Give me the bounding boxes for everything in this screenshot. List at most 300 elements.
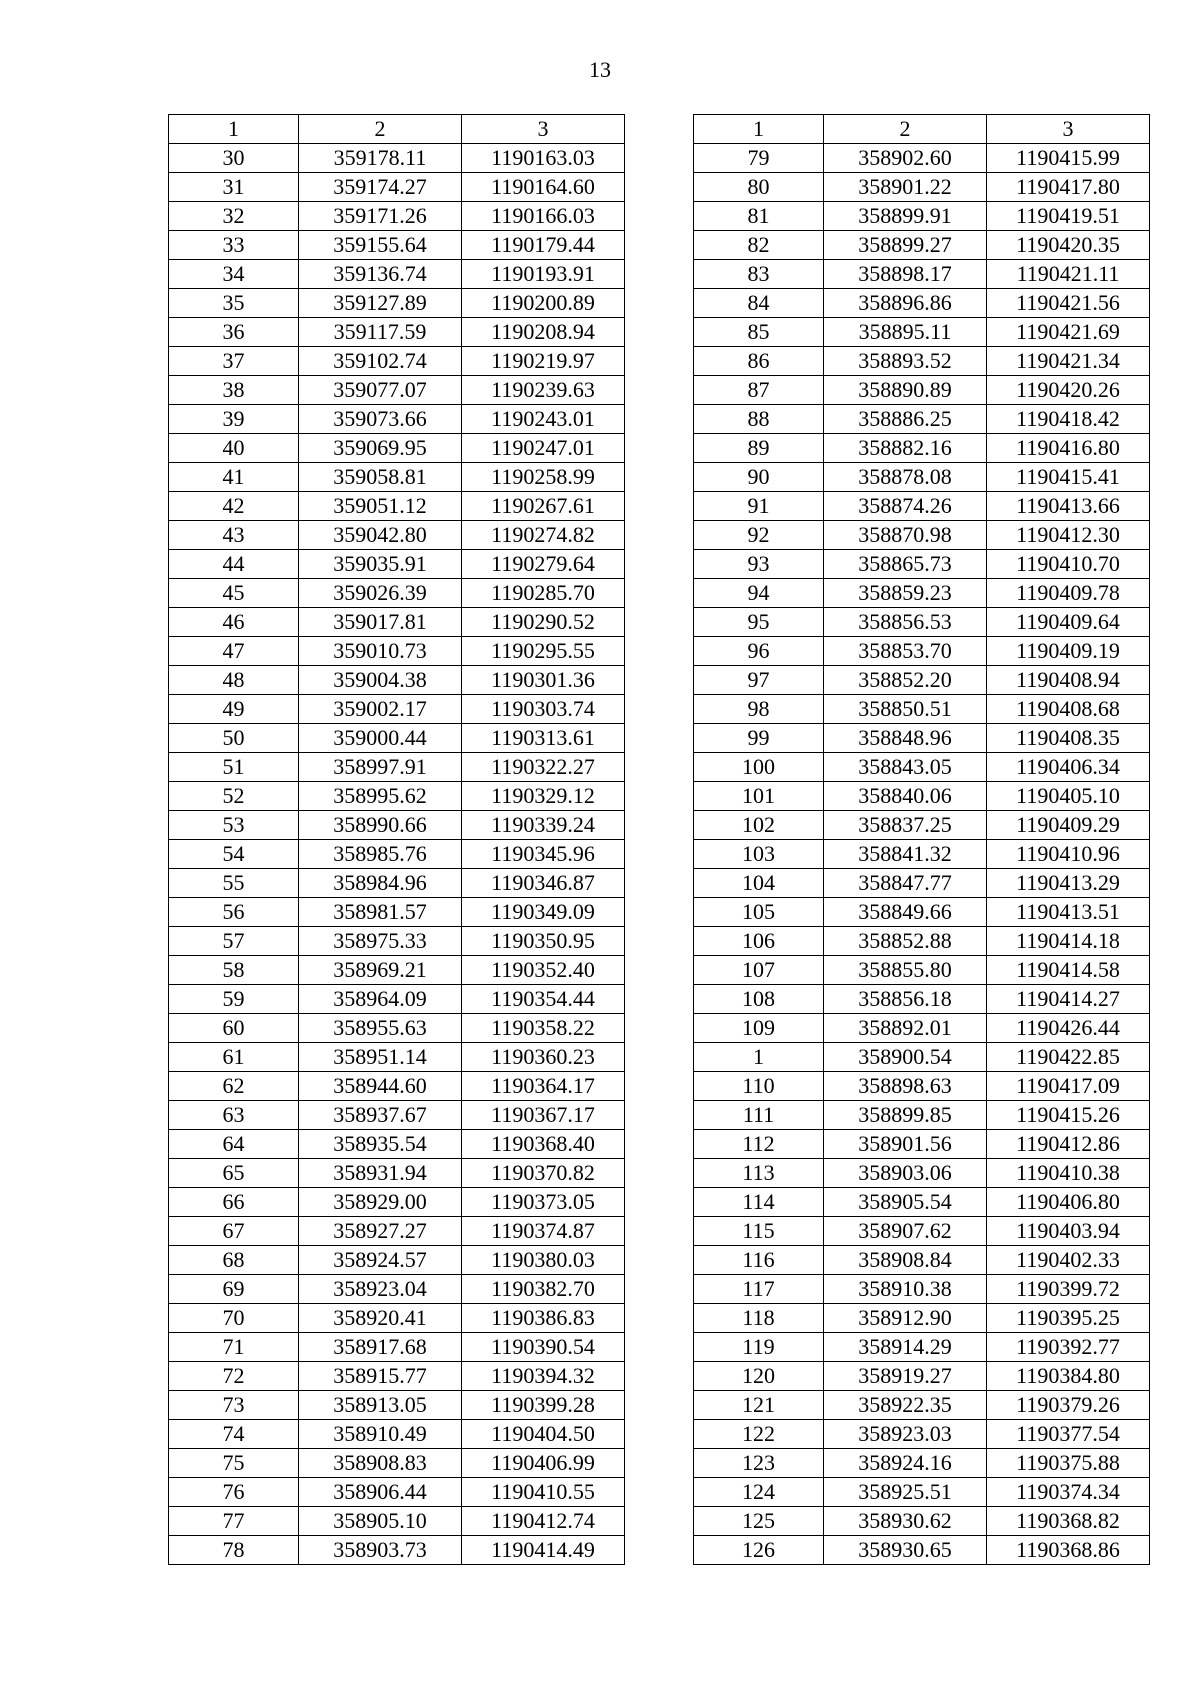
cell-point-number: 112 [694,1130,824,1159]
cell-point-number: 81 [694,202,824,231]
cell-x-coordinate: 358975.33 [299,927,462,956]
table-row [694,782,1150,811]
cell-point-number: 43 [169,521,299,550]
cell-point-number: 51 [169,753,299,782]
cell-y-coordinate: 1190349.09 [462,898,625,927]
cell-point-number: 126 [694,1536,824,1565]
cell-y-coordinate: 1190399.72 [987,1275,1150,1304]
table-row [694,1101,1150,1130]
cell-point-number: 40 [169,434,299,463]
cell-y-coordinate: 1190409.64 [987,608,1150,637]
cell-y-coordinate: 1190406.80 [987,1188,1150,1217]
table-row [694,260,1150,289]
table-row [694,637,1150,666]
table-row [169,1362,625,1391]
cell-x-coordinate: 358995.62 [299,782,462,811]
table-row [694,1275,1150,1304]
table-row [694,1304,1150,1333]
cell-y-coordinate: 1190421.69 [987,318,1150,347]
table-row [694,811,1150,840]
table-row [169,1333,625,1362]
cell-x-coordinate: 358837.25 [824,811,987,840]
table-row [169,1188,625,1217]
cell-y-coordinate: 1190420.35 [987,231,1150,260]
table-row [694,1072,1150,1101]
table-row [169,1014,625,1043]
cell-x-coordinate: 358874.26 [824,492,987,521]
cell-x-coordinate: 358870.98 [824,521,987,550]
table-row [694,550,1150,579]
cell-x-coordinate: 358905.10 [299,1507,462,1536]
cell-y-coordinate: 1190412.30 [987,521,1150,550]
cell-point-number: 56 [169,898,299,927]
cell-y-coordinate: 1190415.26 [987,1101,1150,1130]
cell-y-coordinate: 1190405.10 [987,782,1150,811]
cell-point-number: 118 [694,1304,824,1333]
cell-x-coordinate: 358930.62 [824,1507,987,1536]
table-row [694,1043,1150,1072]
cell-y-coordinate: 1190410.38 [987,1159,1150,1188]
cell-x-coordinate: 358937.67 [299,1101,462,1130]
cell-x-coordinate: 358913.05 [299,1391,462,1420]
cell-x-coordinate: 358865.73 [824,550,987,579]
cell-point-number: 35 [169,289,299,318]
cell-y-coordinate: 1190370.82 [462,1159,625,1188]
cell-point-number: 1 [694,1043,824,1072]
cell-y-coordinate: 1190403.94 [987,1217,1150,1246]
cell-y-coordinate: 1190200.89 [462,289,625,318]
cell-point-number: 106 [694,927,824,956]
cell-x-coordinate: 358981.57 [299,898,462,927]
table-row [694,695,1150,724]
cell-x-coordinate: 358922.35 [824,1391,987,1420]
cell-y-coordinate: 1190295.55 [462,637,625,666]
cell-y-coordinate: 1190390.54 [462,1333,625,1362]
cell-point-number: 104 [694,869,824,898]
cell-x-coordinate: 359171.26 [299,202,462,231]
cell-point-number: 76 [169,1478,299,1507]
table-row [169,1159,625,1188]
table-row [694,289,1150,318]
cell-x-coordinate: 359077.07 [299,376,462,405]
table-row [169,1275,625,1304]
table-row [694,318,1150,347]
cell-y-coordinate: 1190418.42 [987,405,1150,434]
cell-y-coordinate: 1190368.82 [987,1507,1150,1536]
cell-y-coordinate: 1190339.24 [462,811,625,840]
cell-y-coordinate: 1190267.61 [462,492,625,521]
cell-point-number: 31 [169,173,299,202]
table-row [169,492,625,521]
cell-y-coordinate: 1190421.56 [987,289,1150,318]
cell-point-number: 84 [694,289,824,318]
cell-x-coordinate: 359117.59 [299,318,462,347]
table-row [169,637,625,666]
table-row [169,1246,625,1275]
cell-point-number: 50 [169,724,299,753]
table-row [169,898,625,927]
cell-y-coordinate: 1190374.34 [987,1478,1150,1507]
cell-x-coordinate: 358903.73 [299,1536,462,1565]
table-row [694,1333,1150,1362]
cell-point-number: 42 [169,492,299,521]
cell-x-coordinate: 358843.05 [824,753,987,782]
cell-x-coordinate: 358905.54 [824,1188,987,1217]
cell-y-coordinate: 1190193.91 [462,260,625,289]
table-body [169,144,625,1565]
cell-point-number: 88 [694,405,824,434]
cell-point-number: 39 [169,405,299,434]
cell-x-coordinate: 359010.73 [299,637,462,666]
cell-y-coordinate: 1190413.29 [987,869,1150,898]
table-row [169,1449,625,1478]
cell-y-coordinate: 1190164.60 [462,173,625,202]
cell-x-coordinate: 358924.16 [824,1449,987,1478]
cell-x-coordinate: 358908.84 [824,1246,987,1275]
column-header-number: 1 [694,115,824,144]
table-row [169,608,625,637]
cell-y-coordinate: 1190322.27 [462,753,625,782]
table-row [169,956,625,985]
cell-x-coordinate: 358898.63 [824,1072,987,1101]
cell-y-coordinate: 1190313.61 [462,724,625,753]
table-row [694,1507,1150,1536]
cell-x-coordinate: 358924.57 [299,1246,462,1275]
cell-x-coordinate: 358951.14 [299,1043,462,1072]
cell-point-number: 113 [694,1159,824,1188]
table-row [694,144,1150,173]
table-row [694,463,1150,492]
cell-x-coordinate: 358955.63 [299,1014,462,1043]
cell-y-coordinate: 1190163.03 [462,144,625,173]
table-row [169,1536,625,1565]
cell-y-coordinate: 1190274.82 [462,521,625,550]
table-row [169,1217,625,1246]
cell-y-coordinate: 1190408.35 [987,724,1150,753]
table-row [694,608,1150,637]
table-row [694,405,1150,434]
cell-point-number: 62 [169,1072,299,1101]
cell-x-coordinate: 358985.76 [299,840,462,869]
cell-point-number: 123 [694,1449,824,1478]
coordinates-table-right [693,114,1150,1565]
table-header-row [169,115,625,144]
cell-x-coordinate: 359051.12 [299,492,462,521]
cell-point-number: 52 [169,782,299,811]
cell-y-coordinate: 1190409.29 [987,811,1150,840]
cell-point-number: 90 [694,463,824,492]
cell-x-coordinate: 358907.62 [824,1217,987,1246]
cell-y-coordinate: 1190406.99 [462,1449,625,1478]
cell-point-number: 108 [694,985,824,1014]
cell-x-coordinate: 358900.54 [824,1043,987,1072]
cell-y-coordinate: 1190345.96 [462,840,625,869]
cell-y-coordinate: 1190417.80 [987,173,1150,202]
cell-point-number: 72 [169,1362,299,1391]
cell-y-coordinate: 1190247.01 [462,434,625,463]
table-row [694,173,1150,202]
cell-y-coordinate: 1190414.58 [987,956,1150,985]
cell-y-coordinate: 1190329.12 [462,782,625,811]
cell-y-coordinate: 1190414.27 [987,985,1150,1014]
cell-x-coordinate: 358901.22 [824,173,987,202]
cell-x-coordinate: 359178.11 [299,144,462,173]
cell-x-coordinate: 358853.70 [824,637,987,666]
cell-y-coordinate: 1190420.26 [987,376,1150,405]
cell-y-coordinate: 1190350.95 [462,927,625,956]
table-row [169,811,625,840]
cell-y-coordinate: 1190285.70 [462,579,625,608]
cell-y-coordinate: 1190367.17 [462,1101,625,1130]
cell-x-coordinate: 358841.32 [824,840,987,869]
cell-y-coordinate: 1190412.86 [987,1130,1150,1159]
cell-y-coordinate: 1190410.96 [987,840,1150,869]
cell-y-coordinate: 1190419.51 [987,202,1150,231]
cell-x-coordinate: 358914.29 [824,1333,987,1362]
cell-point-number: 109 [694,1014,824,1043]
table-row [694,1159,1150,1188]
cell-point-number: 74 [169,1420,299,1449]
table-row [169,1043,625,1072]
table-row [169,405,625,434]
cell-point-number: 36 [169,318,299,347]
column-header-y: 3 [462,115,625,144]
table-row [694,1188,1150,1217]
cell-y-coordinate: 1190243.01 [462,405,625,434]
cell-point-number: 59 [169,985,299,1014]
cell-point-number: 99 [694,724,824,753]
cell-x-coordinate: 359000.44 [299,724,462,753]
cell-x-coordinate: 359174.27 [299,173,462,202]
cell-x-coordinate: 359127.89 [299,289,462,318]
cell-y-coordinate: 1190364.17 [462,1072,625,1101]
cell-point-number: 70 [169,1304,299,1333]
cell-point-number: 105 [694,898,824,927]
cell-x-coordinate: 358890.89 [824,376,987,405]
cell-point-number: 116 [694,1246,824,1275]
cell-point-number: 73 [169,1391,299,1420]
cell-x-coordinate: 358850.51 [824,695,987,724]
table-row [169,202,625,231]
cell-y-coordinate: 1190414.49 [462,1536,625,1565]
cell-x-coordinate: 358896.86 [824,289,987,318]
cell-y-coordinate: 1190421.34 [987,347,1150,376]
cell-x-coordinate: 358899.91 [824,202,987,231]
table-row [694,724,1150,753]
cell-x-coordinate: 359058.81 [299,463,462,492]
column-header-y: 3 [987,115,1150,144]
cell-x-coordinate: 358917.68 [299,1333,462,1362]
cell-point-number: 100 [694,753,824,782]
table-header-row [694,115,1150,144]
cell-y-coordinate: 1190394.32 [462,1362,625,1391]
cell-x-coordinate: 359004.38 [299,666,462,695]
cell-x-coordinate: 358882.16 [824,434,987,463]
cell-x-coordinate: 358944.60 [299,1072,462,1101]
cell-x-coordinate: 359102.74 [299,347,462,376]
cell-point-number: 63 [169,1101,299,1130]
table-row [694,1536,1150,1565]
table-row [694,1362,1150,1391]
cell-x-coordinate: 359035.91 [299,550,462,579]
cell-point-number: 101 [694,782,824,811]
cell-x-coordinate: 359073.66 [299,405,462,434]
cell-y-coordinate: 1190386.83 [462,1304,625,1333]
table-row [169,434,625,463]
coordinates-table-left [168,114,625,1565]
table-row [694,1014,1150,1043]
cell-point-number: 96 [694,637,824,666]
cell-point-number: 37 [169,347,299,376]
cell-y-coordinate: 1190417.09 [987,1072,1150,1101]
table-row [169,173,625,202]
cell-y-coordinate: 1190402.33 [987,1246,1150,1275]
cell-y-coordinate: 1190239.63 [462,376,625,405]
cell-x-coordinate: 358990.66 [299,811,462,840]
cell-point-number: 61 [169,1043,299,1072]
cell-x-coordinate: 358964.09 [299,985,462,1014]
cell-point-number: 48 [169,666,299,695]
cell-point-number: 44 [169,550,299,579]
cell-x-coordinate: 358892.01 [824,1014,987,1043]
cell-y-coordinate: 1190421.11 [987,260,1150,289]
cell-point-number: 58 [169,956,299,985]
cell-point-number: 30 [169,144,299,173]
table-row [694,376,1150,405]
cell-x-coordinate: 359017.81 [299,608,462,637]
cell-point-number: 95 [694,608,824,637]
cell-x-coordinate: 358915.77 [299,1362,462,1391]
cell-x-coordinate: 358899.85 [824,1101,987,1130]
table-row [169,869,625,898]
cell-y-coordinate: 1190409.78 [987,579,1150,608]
table-row [169,782,625,811]
cell-point-number: 64 [169,1130,299,1159]
cell-x-coordinate: 358969.21 [299,956,462,985]
table-row [169,347,625,376]
table-row [694,1449,1150,1478]
cell-point-number: 65 [169,1159,299,1188]
column-header-x: 2 [299,115,462,144]
cell-x-coordinate: 358910.38 [824,1275,987,1304]
table-row [169,1478,625,1507]
table-row [694,898,1150,927]
table-row [694,579,1150,608]
table-row [694,521,1150,550]
cell-x-coordinate: 358898.17 [824,260,987,289]
cell-point-number: 107 [694,956,824,985]
cell-point-number: 114 [694,1188,824,1217]
cell-point-number: 46 [169,608,299,637]
table-row [169,231,625,260]
table-row [694,927,1150,956]
cell-y-coordinate: 1190410.70 [987,550,1150,579]
table-row [694,1391,1150,1420]
table-row [694,666,1150,695]
table-row [694,1420,1150,1449]
cell-point-number: 32 [169,202,299,231]
cell-x-coordinate: 359069.95 [299,434,462,463]
cell-x-coordinate: 358935.54 [299,1130,462,1159]
cell-point-number: 41 [169,463,299,492]
cell-x-coordinate: 358895.11 [824,318,987,347]
cell-y-coordinate: 1190408.94 [987,666,1150,695]
cell-y-coordinate: 1190368.40 [462,1130,625,1159]
cell-y-coordinate: 1190352.40 [462,956,625,985]
cell-point-number: 34 [169,260,299,289]
cell-y-coordinate: 1190258.99 [462,463,625,492]
cell-point-number: 111 [694,1101,824,1130]
cell-y-coordinate: 1190399.28 [462,1391,625,1420]
table-row [694,1217,1150,1246]
cell-x-coordinate: 358930.65 [824,1536,987,1565]
cell-x-coordinate: 358923.03 [824,1420,987,1449]
cell-point-number: 57 [169,927,299,956]
cell-y-coordinate: 1190301.36 [462,666,625,695]
cell-point-number: 102 [694,811,824,840]
cell-point-number: 33 [169,231,299,260]
table-row [169,840,625,869]
cell-y-coordinate: 1190219.97 [462,347,625,376]
page-number: 13 [589,57,611,82]
table-row [694,753,1150,782]
cell-x-coordinate: 358902.60 [824,144,987,173]
cell-x-coordinate: 358886.25 [824,405,987,434]
cell-y-coordinate: 1190410.55 [462,1478,625,1507]
cell-y-coordinate: 1190373.05 [462,1188,625,1217]
table-row [694,840,1150,869]
cell-x-coordinate: 358925.51 [824,1478,987,1507]
cell-point-number: 94 [694,579,824,608]
table-row [694,956,1150,985]
cell-y-coordinate: 1190346.87 [462,869,625,898]
cell-x-coordinate: 358893.52 [824,347,987,376]
cell-y-coordinate: 1190384.80 [987,1362,1150,1391]
cell-x-coordinate: 358855.80 [824,956,987,985]
table-row [169,521,625,550]
cell-y-coordinate: 1190166.03 [462,202,625,231]
cell-y-coordinate: 1190408.68 [987,695,1150,724]
cell-x-coordinate: 358920.41 [299,1304,462,1333]
table-row [694,869,1150,898]
cell-x-coordinate: 358984.96 [299,869,462,898]
cell-y-coordinate: 1190379.26 [987,1391,1150,1420]
table-row [169,985,625,1014]
table-row [169,144,625,173]
cell-x-coordinate: 358912.90 [824,1304,987,1333]
cell-point-number: 77 [169,1507,299,1536]
table-row [169,724,625,753]
cell-point-number: 117 [694,1275,824,1304]
cell-point-number: 68 [169,1246,299,1275]
table-row [694,1246,1150,1275]
cell-point-number: 119 [694,1333,824,1362]
table-row [169,463,625,492]
table-row [169,318,625,347]
cell-x-coordinate: 358848.96 [824,724,987,753]
cell-point-number: 67 [169,1217,299,1246]
cell-x-coordinate: 358929.00 [299,1188,462,1217]
table-row [694,231,1150,260]
cell-x-coordinate: 358852.88 [824,927,987,956]
table-row [169,753,625,782]
cell-y-coordinate: 1190354.44 [462,985,625,1014]
cell-x-coordinate: 358847.77 [824,869,987,898]
cell-point-number: 80 [694,173,824,202]
cell-x-coordinate: 358919.27 [824,1362,987,1391]
cell-point-number: 69 [169,1275,299,1304]
cell-point-number: 86 [694,347,824,376]
